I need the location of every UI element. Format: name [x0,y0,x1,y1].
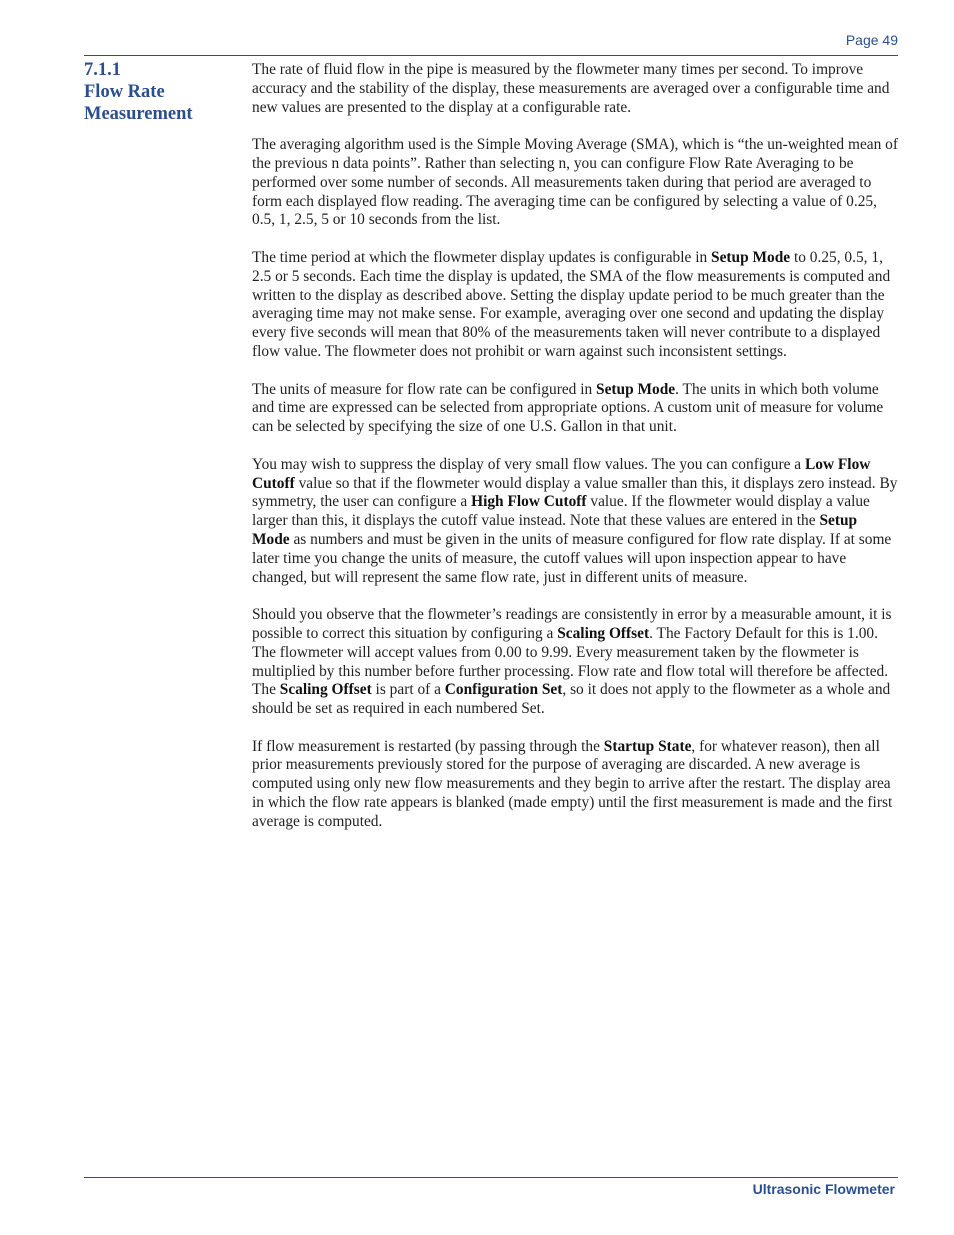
bold-term: Setup Mode [252,512,858,548]
paragraph-text: to 0.25, 0.5, 1, 2.5 or 5 seconds. Each time the display is updated, the SMA of the flow measurements is computed and written to the display as described above. Setting the display update period to be much greater than the averaging time may not make sense. For example, averaging over one second and updating the display every five seconds will mean that 80% of the measurements taken will never contribute to a displayed flow value. The flowmeter does not prohibit or warn against such inconsistent settings. [252,248,891,360]
paragraph-text: . The units in which both volume and time are expressed can be selected from appropriate options. A custom unit of measure for volume can be selected by specifying the size of one U.S. Gallon in that unit. [252,380,884,436]
bold-term: Setup Mode [711,248,791,266]
section-heading [84,59,244,125]
paragraph-text: The rate of fluid flow in the pipe is measured by the flowmeter many times per second. To improve accuracy and the stability of the display, these measurements are averaged over a configurable time and new values are presented to the display at a configurable rate. [252,61,890,116]
section-title-line2: Measurement [84,104,193,124]
paragraph-averaging [252,136,898,230]
section-number: 7.1.1 [84,60,121,80]
paragraph-text: You may wish to suppress the display of very small flow values. The you can configure a [252,455,805,473]
footer-title: Ultrasonic Flowmeter [752,1181,895,1197]
paragraph-restart [252,738,898,832]
paragraph-update-period [252,249,898,362]
paragraph-intro [252,61,898,117]
paragraph-text: value. If the flowmeter would display a value larger than this, it displays the cutoff value instead. Note that these values are entered in the [252,493,870,530]
bold-term: Scaling Offset [557,624,650,642]
paragraph-text: . The Factory Default for this is 1.00. The flowmeter will accept values from 0.00 to 9.99. Every measurement taken by the flowmeter is multiplied by this number before further processing. Flow rate and flow total will therefore be affected. The [252,624,889,699]
paragraph-text: is part of a [371,681,445,699]
bold-term: Configuration Set [444,681,563,699]
paragraph-text: value so that if the flowmeter would display a value smaller than this, it displays zero instead. By symmetry, the user can configure a [252,474,898,511]
body-text [252,61,898,850]
bold-term: Setup Mode [596,380,676,398]
bold-term: High Flow Cutoff [471,493,587,511]
footer-rule [84,1177,898,1178]
bold-term: Low Flow Cutoff [252,455,871,492]
paragraph-text: as numbers and must be given in the units of measure configured for flow rate display. If at some later time you change the units of measure, the cutoff values will upon inspection appear to have changed, but will represent the same flow rate, just in different units of measure. [252,530,892,586]
paragraph-scaling-offset [252,606,898,719]
paragraph-units [252,381,898,437]
paragraph-text: , for whatever reason), then all prior measurements previously stored for the purpose of averaging are discarded. A new average is computed using only new flow measurements and they begin to arrive after the restart. The display area in which the flow rate appears is blanked (made empty) until the first measurement is made and the first average is computed. [252,737,893,830]
header-rule [84,55,898,56]
bold-term: Scaling Offset [279,681,372,699]
bold-term: Startup State [603,737,692,755]
paragraph-text: The units of measure for flow rate can be configured in [252,380,597,398]
paragraph-text: If flow measurement is restarted (by passing through the [252,737,604,755]
paragraph-text: The averaging algorithm used is the Simple Moving Average (SMA), which is “the un-weighted mean of the previous n data points”. Rather than selecting n, you can configure Flow Rate Averaging to be performed over some number of seconds. All measurements taken during that period are averaged to form each displayed flow reading. The averaging time can be configured by selecting a value of 0.25, 0.5, 1, 2.5, 5 or 10 seconds from the list. [252,136,898,229]
paragraph-text: The time period at which the flowmeter display updates is configurable in [252,248,712,266]
paragraph-cutoff [252,456,898,588]
paragraph-text: Should you observe that the flowmeter’s readings are consistently in error by a measurable amount, it is possible to correct this situation by configuring a [252,606,892,642]
paragraph-text: , so it does not apply to the flowmeter as a whole and should be set as required in each numbered Set. [252,681,891,718]
section-title-line1: Flow Rate [84,82,165,102]
page-number: Page 49 [845,32,898,48]
